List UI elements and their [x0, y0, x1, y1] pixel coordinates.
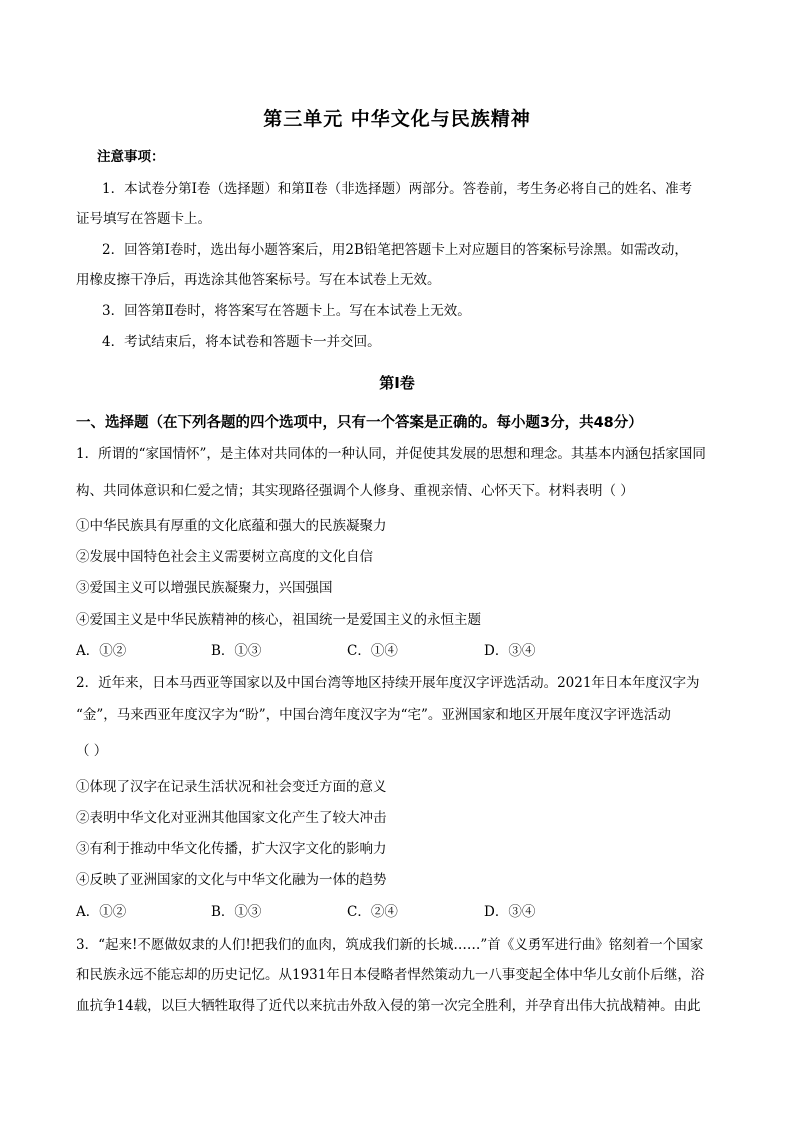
notice-line: 用橡皮擦干净后，再选涂其他答案标号。写在本试卷上无效。	[76, 272, 441, 288]
notice-line: 证号填写在答题卡上。	[76, 211, 211, 227]
notice-heading: 注意事项：	[97, 149, 165, 165]
question-1-item: ③爱国主义可以增强民族凝聚力，兴国强国	[76, 580, 333, 596]
section-title: 一、选择题（在下列各题的四个选项中，只有一个答案是正确的。每小题3分，共48分）	[76, 415, 643, 431]
question-2-stem: （ ）	[76, 743, 108, 759]
notice-line: 3．回答第Ⅱ卷时，将答案写在答题卡上。写在本试卷上无效。	[102, 303, 471, 319]
notice-line: 4．考试结束后，将本试卷和答题卡一并交回。	[102, 334, 381, 350]
question-3-stem: 血抗争14载，以巨大牺牲取得了近代以来抗击外敌入侵的第一次完全胜利，并孕育出伟大抗战精神。由此	[76, 998, 701, 1014]
notice-line: 1．本试卷分第Ⅰ卷（选择题）和第Ⅱ卷（非选择题）两部分。答卷前，考生务必将自己的姓名、准考	[102, 181, 693, 197]
question-2-choice-a[interactable]: A．①②	[76, 904, 127, 920]
question-1-choice-d[interactable]: D．③④	[484, 643, 536, 659]
question-1-choice-c[interactable]: C．①④	[347, 643, 398, 659]
question-2-item: ④反映了亚洲国家的文化与中华文化融为一体的趋势	[76, 872, 387, 888]
volume-title: 第Ⅰ卷	[379, 374, 415, 392]
question-3-stem: 和民族永远不能忘却的历史记忆。从1931年日本侵略者悍然策动九一八事变起全体中华儿女前仆后继，浴	[76, 967, 705, 983]
page-title: 第三单元 中华文化与民族精神	[263, 108, 531, 130]
question-2-choice-c[interactable]: C．②④	[347, 904, 398, 920]
question-2-stem: 2．近年来，日本马西亚等国家以及中国台湾等地区持续开展年度汉字评选活动。2021年日本年度汉字为	[76, 675, 700, 691]
question-3-stem: 3．“起来!不愿做奴隶的人们!把我们的血肉，筑成我们新的长城……”首《义勇军进行曲》铭刻着一个国家	[76, 937, 704, 953]
question-1-item: ④爱国主义是中华民族精神的核心，祖国统一是爱国主义的永恒主题	[76, 612, 481, 628]
question-1-stem: 1．所谓的“家国情怀”，是主体对共同体的一种认同，并促使其发展的思想和理念。其基本内涵包括家国同	[76, 446, 706, 462]
question-2-item: ③有利于推动中华文化传播，扩大汉字文化的影响力	[76, 841, 387, 857]
question-1-choice-a[interactable]: A．①②	[76, 643, 127, 659]
question-1-stem: 构、共同体意识和仁爱之情；其实现路径强调个人修身、重视亲情、心怀天下。材料表明（ ）	[76, 483, 634, 499]
question-1-item: ②发展中国特色社会主义需要树立高度的文化自信	[76, 549, 373, 565]
question-2-stem: “金”，马来西亚年度汉字为“盼”，中国台湾年度汉字为“宅”。亚洲国家和地区开展年度汉字评选活动	[76, 707, 671, 723]
question-2-item: ①体现了汉字在记录生活状况和社会变迁方面的意义	[76, 779, 387, 795]
question-2-choice-b[interactable]: B．①③	[211, 904, 262, 920]
question-2-choice-d[interactable]: D．③④	[484, 904, 536, 920]
question-1-choice-b[interactable]: B．①③	[211, 643, 262, 659]
question-1-item: ①中华民族具有厚重的文化底蕴和强大的民族凝聚力	[76, 518, 387, 534]
notice-line: 2．回答第Ⅰ卷时，选出每小题答案后，用2B铅笔把答题卡上对应题目的答案标号涂黑。如需改动，	[102, 242, 688, 258]
question-2-item: ②表明中华文化对亚洲其他国家文化产生了较大冲击	[76, 810, 387, 826]
